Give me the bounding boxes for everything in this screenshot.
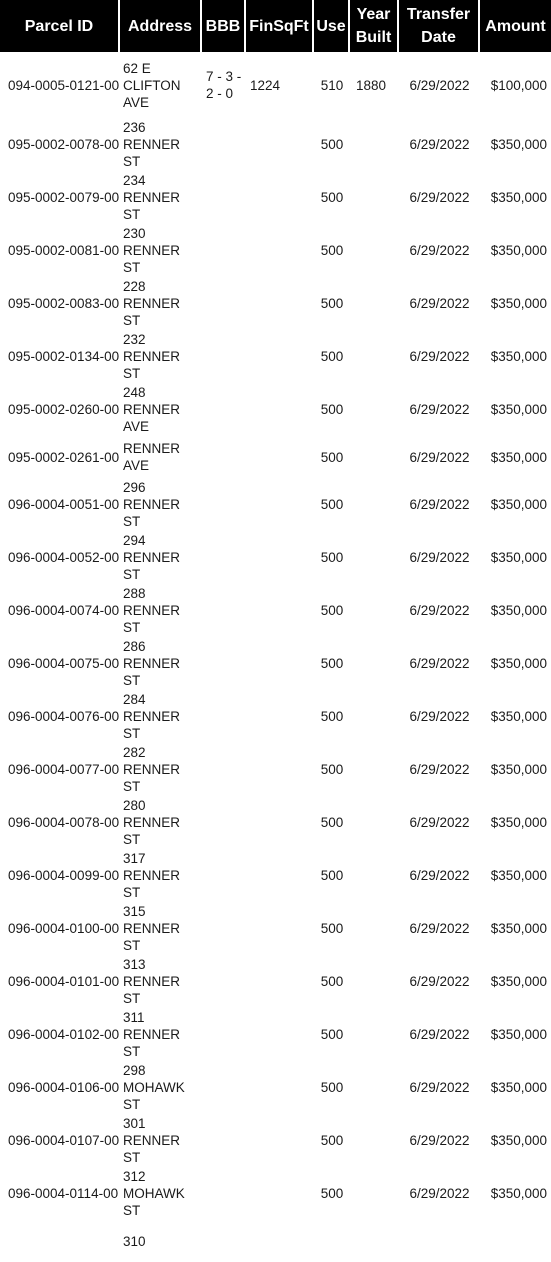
cell-address: 310 xyxy=(123,1233,146,1249)
table-row[interactable] xyxy=(0,1220,551,1262)
cell-amount: $350,000 xyxy=(490,709,547,724)
cell-use: 500 xyxy=(320,1027,344,1042)
cell-amount: $350,000 xyxy=(490,656,547,671)
cell-fin-sqft xyxy=(246,1061,314,1114)
table-row[interactable] xyxy=(0,902,551,955)
cell-fin-sqft xyxy=(246,849,314,902)
cell-year-built xyxy=(350,796,399,849)
cell-parcel-id: 096-0004-0099-00 xyxy=(8,868,120,883)
cell-year-built xyxy=(350,849,399,902)
cell-transfer-date: 6/29/2022 xyxy=(409,190,470,205)
cell-fin-sqft xyxy=(246,637,314,690)
table-row[interactable] xyxy=(0,277,551,330)
cell-use: 500 xyxy=(320,1080,344,1095)
cell-use: 500 xyxy=(320,402,344,417)
header-parcel-id[interactable]: Parcel ID xyxy=(0,0,120,52)
cell-address: 234 RENNER ST xyxy=(123,173,181,222)
cell-transfer-date: 6/29/2022 xyxy=(409,1133,470,1148)
cell-fin-sqft xyxy=(246,224,314,277)
cell-use: 500 xyxy=(320,349,344,364)
cell-parcel-id: 096-0004-0076-00 xyxy=(8,709,120,724)
cell-parcel-id: 096-0004-0077-00 xyxy=(8,762,120,777)
cell-parcel-id: 095-0002-0083-00 xyxy=(8,296,120,311)
cell-transfer-date: 6/29/2022 xyxy=(409,974,470,989)
cell-parcel-id: 096-0004-0051-00 xyxy=(8,497,120,512)
cell-fin-sqft xyxy=(246,277,314,330)
cell-parcel-id: 096-0004-0102-00 xyxy=(8,1027,120,1042)
table-row[interactable] xyxy=(0,478,551,531)
cell-transfer-date: 6/29/2022 xyxy=(409,868,470,883)
cell-amount: $350,000 xyxy=(490,1027,547,1042)
cell-year-built xyxy=(350,955,399,1008)
cell-year-built xyxy=(350,383,399,436)
cell-address: 236 RENNER ST xyxy=(123,120,181,169)
cell-fin-sqft xyxy=(246,584,314,637)
cell-use: 500 xyxy=(320,137,344,152)
cell-transfer-date xyxy=(399,1220,480,1262)
table-row[interactable] xyxy=(0,1167,551,1220)
cell-year-built xyxy=(350,1061,399,1114)
table-row[interactable] xyxy=(0,383,551,436)
cell-use: 510 xyxy=(320,77,344,93)
cell-bbb xyxy=(202,849,246,902)
table-row[interactable] xyxy=(0,171,551,224)
cell-bbb xyxy=(202,224,246,277)
cell-use: 500 xyxy=(320,190,344,205)
cell-parcel-id: 095-0002-0081-00 xyxy=(8,243,120,258)
cell-bbb xyxy=(202,690,246,743)
cell-fin-sqft xyxy=(246,171,314,224)
table-row[interactable] xyxy=(0,531,551,584)
cell-use: 500 xyxy=(320,603,344,618)
cell-parcel-id: 096-0004-0078-00 xyxy=(8,815,120,830)
cell-transfer-date: 6/29/2022 xyxy=(409,1080,470,1095)
cell-bbb xyxy=(202,796,246,849)
cell-bbb xyxy=(202,955,246,1008)
cell-parcel-id: 096-0004-0100-00 xyxy=(8,921,120,936)
cell-address: 301 RENNER ST xyxy=(123,1116,181,1165)
header-use[interactable]: Use xyxy=(314,0,350,52)
cell-fin-sqft xyxy=(246,902,314,955)
cell-transfer-date: 6/29/2022 xyxy=(409,243,470,258)
table-row[interactable] xyxy=(0,436,551,478)
cell-bbb xyxy=(202,277,246,330)
cell-bbb: 7 - 3 - 2 - 0 xyxy=(206,69,242,101)
cell-bbb xyxy=(202,637,246,690)
table-row[interactable] xyxy=(0,1008,551,1061)
cell-amount: $350,000 xyxy=(490,868,547,883)
cell-bbb xyxy=(202,1008,246,1061)
table-row[interactable] xyxy=(0,1061,551,1114)
table-row[interactable] xyxy=(0,955,551,1008)
cell-amount: $350,000 xyxy=(490,603,547,618)
cell-use: 500 xyxy=(320,709,344,724)
cell-transfer-date: 6/29/2022 xyxy=(409,656,470,671)
cell-year-built xyxy=(350,436,399,478)
cell-address: 286 RENNER ST xyxy=(123,639,181,688)
cell-fin-sqft xyxy=(246,478,314,531)
cell-amount: $350,000 xyxy=(490,1133,547,1148)
cell-bbb xyxy=(202,171,246,224)
cell-address: 317 RENNER ST xyxy=(123,851,181,900)
cell-bbb xyxy=(202,118,246,171)
cell-amount: $350,000 xyxy=(490,921,547,936)
table-row[interactable] xyxy=(0,690,551,743)
cell-parcel-id: 095-0002-0260-00 xyxy=(8,402,120,417)
cell-transfer-date: 6/29/2022 xyxy=(409,550,470,565)
cell-year-built xyxy=(350,118,399,171)
cell-bbb xyxy=(202,531,246,584)
cell-amount: $350,000 xyxy=(490,449,547,465)
cell-transfer-date: 6/29/2022 xyxy=(409,762,470,777)
cell-bbb xyxy=(202,436,246,478)
cell-transfer-date: 6/29/2022 xyxy=(409,402,470,417)
cell-fin-sqft xyxy=(246,690,314,743)
cell-transfer-date: 6/29/2022 xyxy=(409,77,470,93)
cell-use: 500 xyxy=(320,815,344,830)
cell-amount: $350,000 xyxy=(490,402,547,417)
cell-transfer-date: 6/29/2022 xyxy=(409,709,470,724)
cell-use xyxy=(314,1220,350,1262)
cell-fin-sqft xyxy=(246,1114,314,1167)
cell-transfer-date: 6/29/2022 xyxy=(409,449,470,465)
cell-address: RENNER AVE xyxy=(123,441,181,473)
cell-use: 500 xyxy=(320,296,344,311)
cell-amount: $350,000 xyxy=(490,243,547,258)
cell-bbb xyxy=(202,1061,246,1114)
cell-amount: $350,000 xyxy=(490,762,547,777)
header-address[interactable]: Address xyxy=(120,0,202,52)
cell-use: 500 xyxy=(320,1186,344,1201)
cell-fin-sqft xyxy=(246,531,314,584)
cell-parcel-id: 096-0004-0101-00 xyxy=(8,974,120,989)
cell-bbb xyxy=(202,478,246,531)
cell-address: 62 E CLIFTON AVE xyxy=(123,60,181,110)
cell-amount: $350,000 xyxy=(490,815,547,830)
cell-bbb xyxy=(202,1167,246,1220)
table-row[interactable] xyxy=(0,849,551,902)
cell-year-built xyxy=(350,171,399,224)
cell-parcel-id: 096-0004-0074-00 xyxy=(8,603,120,618)
cell-bbb xyxy=(202,584,246,637)
header-transfer-date[interactable]: Transfer Date xyxy=(399,0,480,52)
cell-year-built xyxy=(350,330,399,383)
cell-amount: $100,000 xyxy=(490,77,547,93)
cell-year-built xyxy=(350,902,399,955)
header-amount[interactable]: Amount xyxy=(480,0,551,52)
cell-amount: $350,000 xyxy=(490,349,547,364)
cell-transfer-date: 6/29/2022 xyxy=(409,296,470,311)
cell-parcel-id: 096-0004-0114-00 xyxy=(8,1186,119,1201)
cell-use: 500 xyxy=(320,762,344,777)
cell-parcel-id: 096-0004-0075-00 xyxy=(8,656,120,671)
cell-bbb xyxy=(202,1114,246,1167)
cell-parcel-id: 095-0002-0134-00 xyxy=(8,349,120,364)
cell-use: 500 xyxy=(320,497,344,512)
cell-year-built: 1880 xyxy=(356,77,387,93)
cell-address: 288 RENNER ST xyxy=(123,586,181,635)
cell-bbb xyxy=(202,902,246,955)
header-bbb[interactable]: BBB xyxy=(202,0,246,52)
cell-use: 500 xyxy=(320,1133,344,1148)
cell-fin-sqft xyxy=(246,1008,314,1061)
table-row[interactable] xyxy=(0,118,551,171)
cell-amount: $350,000 xyxy=(490,137,547,152)
cell-fin-sqft xyxy=(246,1167,314,1220)
cell-year-built xyxy=(350,1008,399,1061)
cell-year-built xyxy=(350,584,399,637)
table-row[interactable] xyxy=(0,52,551,118)
table-row[interactable] xyxy=(0,224,551,277)
cell-address: 294 RENNER ST xyxy=(123,533,181,582)
cell-amount: $350,000 xyxy=(490,974,547,989)
cell-address: 280 RENNER ST xyxy=(123,798,181,847)
cell-address: 248 RENNER AVE xyxy=(123,385,181,434)
cell-bbb xyxy=(202,330,246,383)
header-year-built[interactable]: Year Built xyxy=(350,0,399,52)
cell-address: 282 RENNER ST xyxy=(123,745,181,794)
cell-amount: $350,000 xyxy=(490,1186,547,1201)
cell-fin-sqft: 1224 xyxy=(250,77,281,93)
cell-bbb xyxy=(202,383,246,436)
cell-amount: $350,000 xyxy=(490,296,547,311)
cell-parcel-id: 096-0004-0052-00 xyxy=(8,550,120,565)
cell-fin-sqft xyxy=(246,796,314,849)
cell-address: 315 RENNER ST xyxy=(123,904,181,953)
cell-transfer-date: 6/29/2022 xyxy=(409,137,470,152)
cell-year-built xyxy=(350,1167,399,1220)
cell-year-built xyxy=(350,478,399,531)
cell-address: 312 MOHAWK ST xyxy=(123,1169,185,1218)
cell-fin-sqft xyxy=(246,330,314,383)
cell-fin-sqft xyxy=(246,955,314,1008)
cell-use: 500 xyxy=(320,243,344,258)
cell-fin-sqft xyxy=(246,436,314,478)
cell-year-built xyxy=(350,531,399,584)
cell-year-built xyxy=(350,224,399,277)
table-header-row xyxy=(0,0,551,52)
cell-transfer-date: 6/29/2022 xyxy=(409,1027,470,1042)
cell-fin-sqft xyxy=(246,118,314,171)
table-row[interactable] xyxy=(0,330,551,383)
cell-parcel-id: 094-0005-0121-00 xyxy=(8,77,120,93)
table-row[interactable] xyxy=(0,1114,551,1167)
cell-parcel-id: 096-0004-0106-00 xyxy=(8,1080,120,1095)
cell-address: 296 RENNER ST xyxy=(123,480,181,529)
cell-parcel-id xyxy=(0,1220,120,1262)
cell-amount xyxy=(480,1220,551,1262)
cell-amount: $350,000 xyxy=(490,1080,547,1095)
cell-fin-sqft xyxy=(246,383,314,436)
table-row[interactable] xyxy=(0,584,551,637)
table-body xyxy=(0,52,551,1262)
cell-transfer-date: 6/29/2022 xyxy=(409,603,470,618)
cell-use: 500 xyxy=(320,974,344,989)
cell-parcel-id: 096-0004-0107-00 xyxy=(8,1133,120,1148)
cell-year-built xyxy=(350,277,399,330)
cell-transfer-date: 6/29/2022 xyxy=(409,497,470,512)
cell-year-built xyxy=(350,637,399,690)
cell-address: 284 RENNER ST xyxy=(123,692,181,741)
cell-address: 230 RENNER ST xyxy=(123,226,181,275)
table-row[interactable] xyxy=(0,637,551,690)
cell-address: 311 RENNER ST xyxy=(123,1010,181,1059)
cell-year-built xyxy=(350,1220,399,1262)
cell-year-built xyxy=(350,690,399,743)
cell-address: 313 RENNER ST xyxy=(123,957,181,1006)
cell-year-built xyxy=(350,1114,399,1167)
cell-use: 500 xyxy=(320,921,344,936)
cell-use: 500 xyxy=(320,868,344,883)
cell-amount: $350,000 xyxy=(490,497,547,512)
table-row[interactable] xyxy=(0,796,551,849)
header-fin-sqft[interactable]: FinSqFt xyxy=(246,0,314,52)
cell-address: 298 MOHAWK ST xyxy=(123,1063,185,1112)
cell-transfer-date: 6/29/2022 xyxy=(409,1186,470,1201)
cell-amount: $350,000 xyxy=(490,190,547,205)
cell-fin-sqft xyxy=(246,743,314,796)
cell-transfer-date: 6/29/2022 xyxy=(409,815,470,830)
cell-bbb xyxy=(202,743,246,796)
cell-use: 500 xyxy=(320,449,344,465)
cell-transfer-date: 6/29/2022 xyxy=(409,921,470,936)
cell-parcel-id: 095-0002-0078-00 xyxy=(8,137,120,152)
cell-fin-sqft xyxy=(246,1220,314,1262)
cell-year-built xyxy=(350,743,399,796)
cell-amount: $350,000 xyxy=(490,550,547,565)
cell-parcel-id: 095-0002-0261-00 xyxy=(8,449,120,465)
cell-transfer-date: 6/29/2022 xyxy=(409,349,470,364)
cell-parcel-id: 095-0002-0079-00 xyxy=(8,190,120,205)
table-row[interactable] xyxy=(0,743,551,796)
cell-address: 232 RENNER ST xyxy=(123,332,181,381)
cell-use: 500 xyxy=(320,656,344,671)
cell-address: 228 RENNER ST xyxy=(123,279,181,328)
cell-bbb xyxy=(202,1220,246,1262)
cell-use: 500 xyxy=(320,550,344,565)
